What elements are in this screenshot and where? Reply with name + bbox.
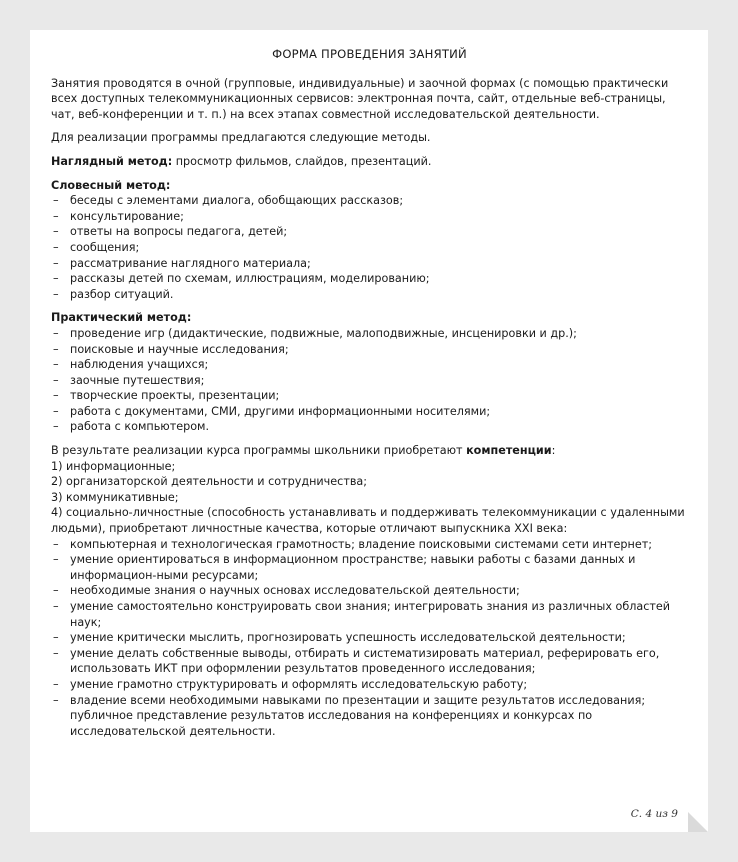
list-item: – рассказы детей по схемам, иллюстрациям, моделированию; [51, 271, 688, 287]
intro-paragraph: Занятия проводятся в очной (групповые, индивидуальные) и заочной формах (с помощью практически всех доступных телекоммуникационных сервисов: электронная почта, сайт, отдельные веб-страницы, чат, веб-конференции и т. п.) на всех этапах совместной исследовательской деятельности. [51, 76, 669, 121]
qualities-list [51, 537, 688, 740]
list-item: – необходимые знания о научных основах исследовательской деятельности; [51, 583, 688, 599]
list-item: 1) информационные; [51, 459, 176, 473]
list-item: – компьютерная и технологическая грамотность; владение поисковыми системами сети интернет; [51, 537, 688, 553]
list-item: – умение делать собственные выводы, отбирать и систематизировать материал, реферировать его, использовать ИКТ при оформлении результатов проведенного исследования; [51, 646, 688, 677]
verbal-method-list [51, 193, 688, 302]
visual-method [51, 154, 688, 170]
list-item: – рассматривание наглядного материала; [51, 256, 688, 272]
result-text-before: В результате реализации курса программы школьники приобретают [51, 444, 467, 458]
visual-method-text: просмотр фильмов, слайдов, презентаций. [172, 154, 432, 168]
list-item: – заочные путешествия; [51, 373, 688, 389]
list-item: – поисковые и научные исследования; [51, 342, 688, 358]
page-number: С. 4 из 9 [630, 808, 678, 821]
list-item: – консультирование; [51, 209, 688, 225]
list-item: 2) организаторской деятельности и сотрудничества; [51, 475, 368, 489]
list-item: – умение грамотно структурировать и оформлять исследовательскую работу; [51, 677, 688, 693]
result-text-after: : [551, 444, 556, 458]
page-title: ФОРМА ПРОВЕДЕНИЯ ЗАНЯТИЙ [272, 47, 467, 61]
list-item: 3) коммуникативные; [51, 490, 179, 504]
list-item: – работа с документами, СМИ, другими информационными носителями; [51, 404, 688, 420]
list-item: – творческие проекты, презентации; [51, 388, 688, 404]
practical-method-list [51, 326, 688, 435]
list-item: – наблюдения учащихся; [51, 357, 688, 373]
document-page [30, 30, 708, 832]
competencies-list [51, 459, 688, 537]
list-item: – умение ориентироваться в информационном пространстве; навыки работы с базами данных и информацион-ными ресурсами; [51, 552, 688, 583]
list-item: – умение самостоятельно конструировать свои знания; интегрировать знания из различных областей наук; [51, 599, 688, 630]
methods-intro: Для реализации программы предлагаются следующие методы. [51, 131, 431, 145]
list-item: – ответы на вопросы педагога, детей; [51, 224, 688, 240]
list-item: – умение критически мыслить, прогнозировать успешность исследовательской деятельности; [51, 630, 688, 646]
list-item: – владение всеми необходимыми навыками по презентации и защите результатов исследования; публичное представление результатов исследования на конференциях и конкурсах по исследовательской деятельности. [51, 693, 688, 740]
page-corner-fold [688, 812, 708, 832]
list-item: 4) социально-личностные (способность устанавливать и поддерживать телекоммуникации с удаленными людьми), приобретают личностные качества, которые отличают выпускника XXI века: [51, 506, 685, 536]
practical-method-label: Практический метод: [51, 311, 192, 325]
visual-method-label: Наглядный метод: [51, 154, 173, 168]
list-item: – сообщения; [51, 240, 688, 256]
list-item: – разбор ситуаций. [51, 287, 688, 303]
result-paragraph [51, 443, 688, 459]
list-item: – беседы с элементами диалога, обобщающих рассказов; [51, 193, 688, 209]
list-item: – проведение игр (дидактические, подвижные, малоподвижные, инсценировки и др.); [51, 326, 688, 342]
verbal-method-label: Словесный метод: [51, 178, 171, 192]
list-item: – работа с компьютером. [51, 419, 688, 435]
result-bold: компетенции [466, 444, 552, 458]
